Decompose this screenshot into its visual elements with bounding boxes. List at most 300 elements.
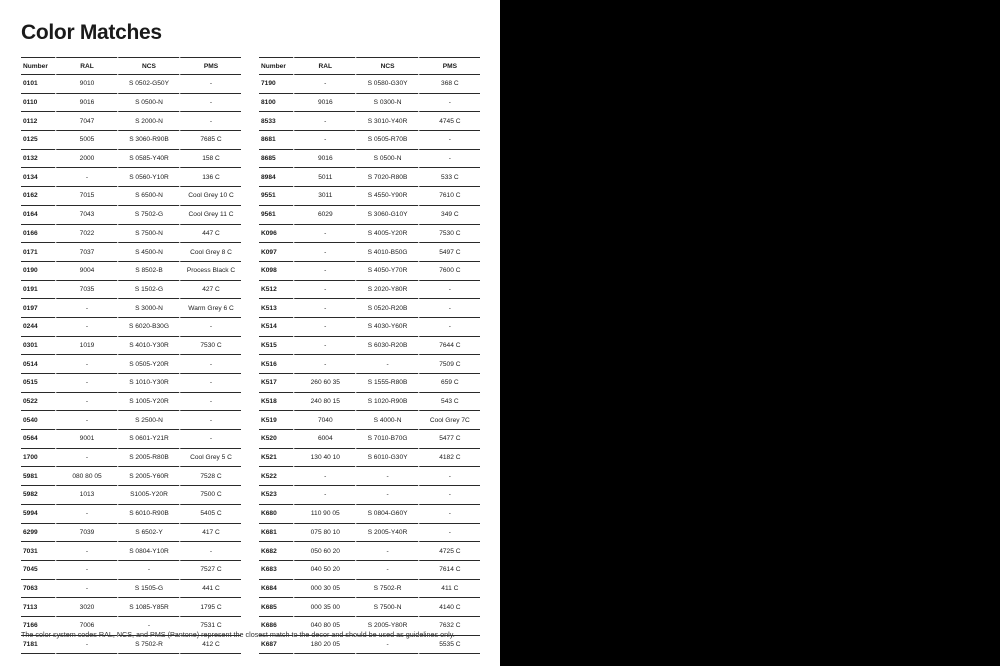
table-row bbox=[21, 262, 241, 281]
cell-ncs: S 7500-N bbox=[117, 225, 179, 244]
cell-number: K687 bbox=[259, 636, 293, 655]
cell-ncs: S 4000-N bbox=[355, 411, 417, 430]
cell-ncs: S 0500-N bbox=[117, 94, 179, 113]
cell-pms: 543 C bbox=[418, 393, 480, 412]
cell-number: 0162 bbox=[21, 187, 55, 206]
cell-pms: - bbox=[179, 318, 241, 337]
table-row bbox=[21, 598, 241, 617]
cell-number: 0125 bbox=[21, 131, 55, 150]
cell-ncs: S 2020-Y80R bbox=[355, 281, 417, 300]
cell-pms: - bbox=[418, 94, 480, 113]
cell-ral: 080 80 05 bbox=[55, 467, 117, 486]
cell-pms: - bbox=[418, 299, 480, 318]
cell-ncs: S 0500-N bbox=[355, 150, 417, 169]
cell-ral: 040 80 05 bbox=[293, 617, 355, 636]
cell-ral: 9016 bbox=[55, 94, 117, 113]
cell-ncs: S 6010-G30Y bbox=[355, 449, 417, 468]
cell-ral: 7037 bbox=[55, 243, 117, 262]
header-number: Number bbox=[21, 57, 55, 75]
cell-number: 7166 bbox=[21, 617, 55, 636]
cell-ncs: - bbox=[117, 561, 179, 580]
cell-pms: - bbox=[418, 281, 480, 300]
cell-number: 0564 bbox=[21, 430, 55, 449]
cell-pms: 7614 C bbox=[418, 561, 480, 580]
cell-pms: Cool Grey 8 C bbox=[179, 243, 241, 262]
cell-pms: Cool Grey 5 C bbox=[179, 449, 241, 468]
table-row bbox=[259, 355, 480, 374]
table-row bbox=[21, 355, 241, 374]
cell-ral: 240 80 15 bbox=[293, 393, 355, 412]
cell-ncs: S 2000-N bbox=[117, 112, 179, 131]
cell-ncs: - bbox=[355, 355, 417, 374]
cell-ral: 000 35 00 bbox=[293, 598, 355, 617]
cell-ncs: - bbox=[355, 486, 417, 505]
table-row bbox=[259, 168, 480, 187]
cell-ral: 1013 bbox=[55, 486, 117, 505]
cell-pms: - bbox=[179, 393, 241, 412]
cell-ral: - bbox=[55, 636, 117, 655]
cell-ral: - bbox=[55, 411, 117, 430]
cell-ral: 180 20 05 bbox=[293, 636, 355, 655]
cell-pms: Warm Grey 6 C bbox=[179, 299, 241, 318]
cell-number: K512 bbox=[259, 281, 293, 300]
cell-ral: 9016 bbox=[293, 150, 355, 169]
cell-ral: 130 40 10 bbox=[293, 449, 355, 468]
cell-ral: 2000 bbox=[55, 150, 117, 169]
cell-ral: 6029 bbox=[293, 206, 355, 225]
cell-ral: 9016 bbox=[293, 94, 355, 113]
cell-number: 0244 bbox=[21, 318, 55, 337]
cell-number: 0134 bbox=[21, 168, 55, 187]
cell-ncs: S 2005-Y60R bbox=[117, 467, 179, 486]
cell-number: 1700 bbox=[21, 449, 55, 468]
cell-ral: 5005 bbox=[55, 131, 117, 150]
cell-ral: 5011 bbox=[293, 168, 355, 187]
cell-number: 9561 bbox=[259, 206, 293, 225]
cell-pms: 447 C bbox=[179, 225, 241, 244]
header-pms: PMS bbox=[418, 57, 480, 75]
cell-pms: Cool Grey 10 C bbox=[179, 187, 241, 206]
cell-ral: 7015 bbox=[55, 187, 117, 206]
table-row bbox=[21, 393, 241, 412]
cell-number: 0166 bbox=[21, 225, 55, 244]
cell-ral: - bbox=[55, 374, 117, 393]
table-row bbox=[259, 393, 480, 412]
table-row bbox=[21, 374, 241, 393]
table-row bbox=[21, 542, 241, 561]
cell-number: 7063 bbox=[21, 580, 55, 599]
cell-ncs: S 1555-R80B bbox=[355, 374, 417, 393]
cell-pms: 5497 C bbox=[418, 243, 480, 262]
cell-ncs: S 0560-Y10R bbox=[117, 168, 179, 187]
cell-ral: - bbox=[293, 486, 355, 505]
cell-pms: 7530 C bbox=[179, 337, 241, 356]
cell-ral: - bbox=[293, 355, 355, 374]
cell-ncs: S 3010-Y40R bbox=[355, 112, 417, 131]
cell-pms: 7644 C bbox=[418, 337, 480, 356]
cell-ncs: S 8502-B bbox=[117, 262, 179, 281]
table-row bbox=[21, 243, 241, 262]
cell-ral: - bbox=[55, 355, 117, 374]
cell-pms: Cool Grey 11 C bbox=[179, 206, 241, 225]
cell-pms: 7500 C bbox=[179, 486, 241, 505]
cell-ral: 6004 bbox=[293, 430, 355, 449]
cell-number: K098 bbox=[259, 262, 293, 281]
cell-pms: 5405 C bbox=[179, 505, 241, 524]
cell-number: K513 bbox=[259, 299, 293, 318]
cell-number: 8984 bbox=[259, 168, 293, 187]
cell-number: K522 bbox=[259, 467, 293, 486]
cell-ncs: S 3060-R90B bbox=[117, 131, 179, 150]
cell-pms: 659 C bbox=[418, 374, 480, 393]
cell-number: K096 bbox=[259, 225, 293, 244]
cell-ncs: S 0505-R70B bbox=[355, 131, 417, 150]
cell-number: 0540 bbox=[21, 411, 55, 430]
cell-number: K516 bbox=[259, 355, 293, 374]
cell-number: 8681 bbox=[259, 131, 293, 150]
table-row bbox=[259, 75, 480, 94]
cell-pms: 411 C bbox=[418, 580, 480, 599]
cell-pms: - bbox=[179, 430, 241, 449]
cell-ral: 7006 bbox=[55, 617, 117, 636]
cell-ral: - bbox=[55, 168, 117, 187]
cell-ncs: S 6020-B30G bbox=[117, 318, 179, 337]
cell-ral: 7040 bbox=[293, 411, 355, 430]
cell-number: 0171 bbox=[21, 243, 55, 262]
cell-pms: - bbox=[418, 524, 480, 543]
table-row bbox=[259, 561, 480, 580]
table-row bbox=[21, 467, 241, 486]
cell-ncs: S 0505-Y20R bbox=[117, 355, 179, 374]
table-row bbox=[21, 281, 241, 300]
cell-pms: - bbox=[179, 112, 241, 131]
cell-pms: 417 C bbox=[179, 524, 241, 543]
table-row bbox=[259, 299, 480, 318]
cell-ral: - bbox=[55, 393, 117, 412]
cell-ncs: S 2500-N bbox=[117, 411, 179, 430]
cell-ncs: S1005-Y20R bbox=[117, 486, 179, 505]
cell-number: 0301 bbox=[21, 337, 55, 356]
cell-pms: 5535 C bbox=[418, 636, 480, 655]
table-row bbox=[259, 505, 480, 524]
cell-ncs: - bbox=[355, 561, 417, 580]
cell-pms: 441 C bbox=[179, 580, 241, 599]
table-row bbox=[259, 150, 480, 169]
header-ncs: NCS bbox=[117, 57, 179, 75]
cell-number: K523 bbox=[259, 486, 293, 505]
cell-ncs: S 0520-R20B bbox=[355, 299, 417, 318]
table-header-row bbox=[259, 57, 480, 75]
cell-ncs: S 6030-R20B bbox=[355, 337, 417, 356]
cell-number: 7113 bbox=[21, 598, 55, 617]
cell-number: 9551 bbox=[259, 187, 293, 206]
cell-number: 0101 bbox=[21, 75, 55, 94]
cell-ral: 3020 bbox=[55, 598, 117, 617]
cell-ral: - bbox=[55, 580, 117, 599]
cell-number: K097 bbox=[259, 243, 293, 262]
cell-number: 8100 bbox=[259, 94, 293, 113]
cell-number: K680 bbox=[259, 505, 293, 524]
cell-ral: 040 50 20 bbox=[293, 561, 355, 580]
cell-pms: - bbox=[179, 374, 241, 393]
cell-ncs: S 7502-G bbox=[117, 206, 179, 225]
table-row bbox=[259, 243, 480, 262]
cell-ncs: S 3000-N bbox=[117, 299, 179, 318]
cell-ncs: - bbox=[355, 542, 417, 561]
table-row bbox=[259, 225, 480, 244]
cell-ncs: S 0585-Y40R bbox=[117, 150, 179, 169]
cell-ncs: S 2005-R80B bbox=[117, 449, 179, 468]
cell-pms: - bbox=[418, 467, 480, 486]
table-row bbox=[21, 430, 241, 449]
cell-ncs: S 4010-Y30R bbox=[117, 337, 179, 356]
table-row bbox=[21, 561, 241, 580]
cell-pms: - bbox=[179, 542, 241, 561]
cell-ral: 7047 bbox=[55, 112, 117, 131]
cell-number: 0515 bbox=[21, 374, 55, 393]
table-row bbox=[21, 580, 241, 599]
cell-pms: 368 C bbox=[418, 75, 480, 94]
cell-number: 0514 bbox=[21, 355, 55, 374]
cell-ral: 075 80 10 bbox=[293, 524, 355, 543]
cell-ncs: S 0804-Y10R bbox=[117, 542, 179, 561]
cell-ral: - bbox=[293, 75, 355, 94]
cell-number: K517 bbox=[259, 374, 293, 393]
cell-ral: 9004 bbox=[55, 262, 117, 281]
cell-ncs: S 2005-Y40R bbox=[355, 524, 417, 543]
cell-pms: - bbox=[418, 318, 480, 337]
table-row bbox=[259, 467, 480, 486]
cell-ncs: S 7500-N bbox=[355, 598, 417, 617]
cell-ral: - bbox=[293, 337, 355, 356]
color-table-right bbox=[259, 57, 480, 654]
cell-ncs: S 1020-R90B bbox=[355, 393, 417, 412]
cell-pms: 4745 C bbox=[418, 112, 480, 131]
cell-pms: 4182 C bbox=[418, 449, 480, 468]
cell-number: K520 bbox=[259, 430, 293, 449]
cell-number: 5981 bbox=[21, 467, 55, 486]
cell-ral: 7035 bbox=[55, 281, 117, 300]
table-row bbox=[259, 112, 480, 131]
table-row bbox=[259, 131, 480, 150]
cell-ncs: S 0580-G30Y bbox=[355, 75, 417, 94]
cell-number: 0164 bbox=[21, 206, 55, 225]
cell-pms: 158 C bbox=[179, 150, 241, 169]
table-header-row bbox=[21, 57, 241, 75]
table-row bbox=[21, 75, 241, 94]
header-pms: PMS bbox=[179, 57, 241, 75]
table-row bbox=[259, 580, 480, 599]
cell-ncs: S 6502-Y bbox=[117, 524, 179, 543]
cell-number: K683 bbox=[259, 561, 293, 580]
cell-ral: 7022 bbox=[55, 225, 117, 244]
table-row bbox=[21, 299, 241, 318]
header-ral: RAL bbox=[55, 57, 117, 75]
cell-number: K685 bbox=[259, 598, 293, 617]
cell-number: 7181 bbox=[21, 636, 55, 655]
cell-pms: 7527 C bbox=[179, 561, 241, 580]
cell-pms: 5477 C bbox=[418, 430, 480, 449]
cell-number: K519 bbox=[259, 411, 293, 430]
cell-number: K518 bbox=[259, 393, 293, 412]
cell-pms: 1795 C bbox=[179, 598, 241, 617]
cell-number: K514 bbox=[259, 318, 293, 337]
table-row bbox=[21, 524, 241, 543]
table-row bbox=[259, 411, 480, 430]
cell-ncs: S 4500-N bbox=[117, 243, 179, 262]
cell-ncs: S 0502-G50Y bbox=[117, 75, 179, 94]
cell-number: 8685 bbox=[259, 150, 293, 169]
cell-ncs: S 4010-B50G bbox=[355, 243, 417, 262]
cell-ncs: S 1502-G bbox=[117, 281, 179, 300]
table-row bbox=[259, 337, 480, 356]
table-row bbox=[259, 94, 480, 113]
header-ncs: NCS bbox=[355, 57, 417, 75]
cell-ncs: S 7020-R80B bbox=[355, 168, 417, 187]
cell-ncs: S 6500-N bbox=[117, 187, 179, 206]
cell-ncs: S 0300-N bbox=[355, 94, 417, 113]
cell-pms: - bbox=[179, 75, 241, 94]
cell-pms: - bbox=[418, 131, 480, 150]
cell-ral: 9010 bbox=[55, 75, 117, 94]
cell-pms: 533 C bbox=[418, 168, 480, 187]
cell-ncs: S 1010-Y30R bbox=[117, 374, 179, 393]
cell-ral: - bbox=[55, 449, 117, 468]
cell-ral: 3011 bbox=[293, 187, 355, 206]
cell-ncs: - bbox=[355, 467, 417, 486]
cell-ral: - bbox=[293, 262, 355, 281]
table-row bbox=[21, 318, 241, 337]
cell-number: K682 bbox=[259, 542, 293, 561]
cell-ncs: S 7502-R bbox=[355, 580, 417, 599]
cell-number: K515 bbox=[259, 337, 293, 356]
cell-number: 7031 bbox=[21, 542, 55, 561]
cell-ncs: S 4005-Y20R bbox=[355, 225, 417, 244]
header-ral: RAL bbox=[293, 57, 355, 75]
table-row bbox=[259, 598, 480, 617]
cell-ral: 7039 bbox=[55, 524, 117, 543]
cell-number: K686 bbox=[259, 617, 293, 636]
table-row bbox=[259, 318, 480, 337]
table-row bbox=[259, 542, 480, 561]
table-row bbox=[21, 206, 241, 225]
cell-ral: - bbox=[293, 467, 355, 486]
cell-ral: - bbox=[293, 281, 355, 300]
cell-ncs: S 2005-Y80R bbox=[355, 617, 417, 636]
cell-ncs: S 6010-R90B bbox=[117, 505, 179, 524]
table-row bbox=[21, 411, 241, 430]
cell-ral: 050 60 20 bbox=[293, 542, 355, 561]
cell-pms: 7632 C bbox=[418, 617, 480, 636]
cell-ncs: S 4550-Y90R bbox=[355, 187, 417, 206]
cell-ncs: S 7010-B70G bbox=[355, 430, 417, 449]
cell-ncs: S 0601-Y21R bbox=[117, 430, 179, 449]
table-row bbox=[259, 430, 480, 449]
cell-number: 6299 bbox=[21, 524, 55, 543]
cell-number: 7190 bbox=[259, 75, 293, 94]
table-row bbox=[259, 281, 480, 300]
cell-number: 0112 bbox=[21, 112, 55, 131]
cell-pms: - bbox=[179, 94, 241, 113]
cell-ncs: S 3060-G10Y bbox=[355, 206, 417, 225]
footnote: The color system codes RAL, NCS, and PMS (Pantone) represent the closest match to the decor and should be used as guidelines only. bbox=[21, 630, 455, 639]
cell-ral: - bbox=[55, 505, 117, 524]
cell-pms: 136 C bbox=[179, 168, 241, 187]
header-number: Number bbox=[259, 57, 293, 75]
cell-pms: 4725 C bbox=[418, 542, 480, 561]
color-table-left bbox=[21, 57, 241, 654]
cell-number: 0522 bbox=[21, 393, 55, 412]
table-row bbox=[259, 374, 480, 393]
table-row bbox=[21, 505, 241, 524]
table-row bbox=[259, 486, 480, 505]
cell-pms: 4140 C bbox=[418, 598, 480, 617]
cell-pms: 7610 C bbox=[418, 187, 480, 206]
cell-ncs: S 4030-Y60R bbox=[355, 318, 417, 337]
cell-pms: - bbox=[418, 505, 480, 524]
cell-ncs: S 1085-Y85R bbox=[117, 598, 179, 617]
cell-pms: Process Black C bbox=[179, 262, 241, 281]
cell-number: K521 bbox=[259, 449, 293, 468]
cell-pms: - bbox=[418, 486, 480, 505]
cell-ral: - bbox=[55, 561, 117, 580]
cell-pms: 427 C bbox=[179, 281, 241, 300]
cell-number: 0110 bbox=[21, 94, 55, 113]
cell-pms: 349 C bbox=[418, 206, 480, 225]
cell-ncs: S 0804-G60Y bbox=[355, 505, 417, 524]
cell-number: 0190 bbox=[21, 262, 55, 281]
cell-ral: 7043 bbox=[55, 206, 117, 225]
cell-pms: - bbox=[418, 150, 480, 169]
cell-ral: - bbox=[55, 542, 117, 561]
cell-ncs: S 1505-G bbox=[117, 580, 179, 599]
cell-number: 0191 bbox=[21, 281, 55, 300]
table-row bbox=[259, 449, 480, 468]
table-row bbox=[21, 187, 241, 206]
cell-ral: - bbox=[293, 299, 355, 318]
cell-ral: - bbox=[55, 299, 117, 318]
cell-pms: 7528 C bbox=[179, 467, 241, 486]
cell-number: K684 bbox=[259, 580, 293, 599]
cell-ral: - bbox=[293, 112, 355, 131]
cell-pms: 7685 C bbox=[179, 131, 241, 150]
cell-ral: - bbox=[293, 318, 355, 337]
table-row bbox=[21, 337, 241, 356]
table-row bbox=[259, 206, 480, 225]
cell-number: 0132 bbox=[21, 150, 55, 169]
table-row bbox=[21, 449, 241, 468]
cell-ral: 260 60 35 bbox=[293, 374, 355, 393]
cell-ncs: - bbox=[355, 636, 417, 655]
cell-ral: 1019 bbox=[55, 337, 117, 356]
cell-number: 5982 bbox=[21, 486, 55, 505]
cell-pms: - bbox=[179, 355, 241, 374]
cell-pms: 412 C bbox=[179, 636, 241, 655]
table-row bbox=[21, 112, 241, 131]
cell-ral: 110 90 05 bbox=[293, 505, 355, 524]
table-row bbox=[259, 187, 480, 206]
cell-ral: - bbox=[293, 243, 355, 262]
cell-number: 8533 bbox=[259, 112, 293, 131]
cell-ral: - bbox=[293, 131, 355, 150]
cell-number: 5994 bbox=[21, 505, 55, 524]
cell-ral: 000 30 05 bbox=[293, 580, 355, 599]
cell-pms: 7530 C bbox=[418, 225, 480, 244]
table-row bbox=[259, 524, 480, 543]
table-row bbox=[21, 150, 241, 169]
cell-ncs: S 4050-Y70R bbox=[355, 262, 417, 281]
cell-number: K681 bbox=[259, 524, 293, 543]
